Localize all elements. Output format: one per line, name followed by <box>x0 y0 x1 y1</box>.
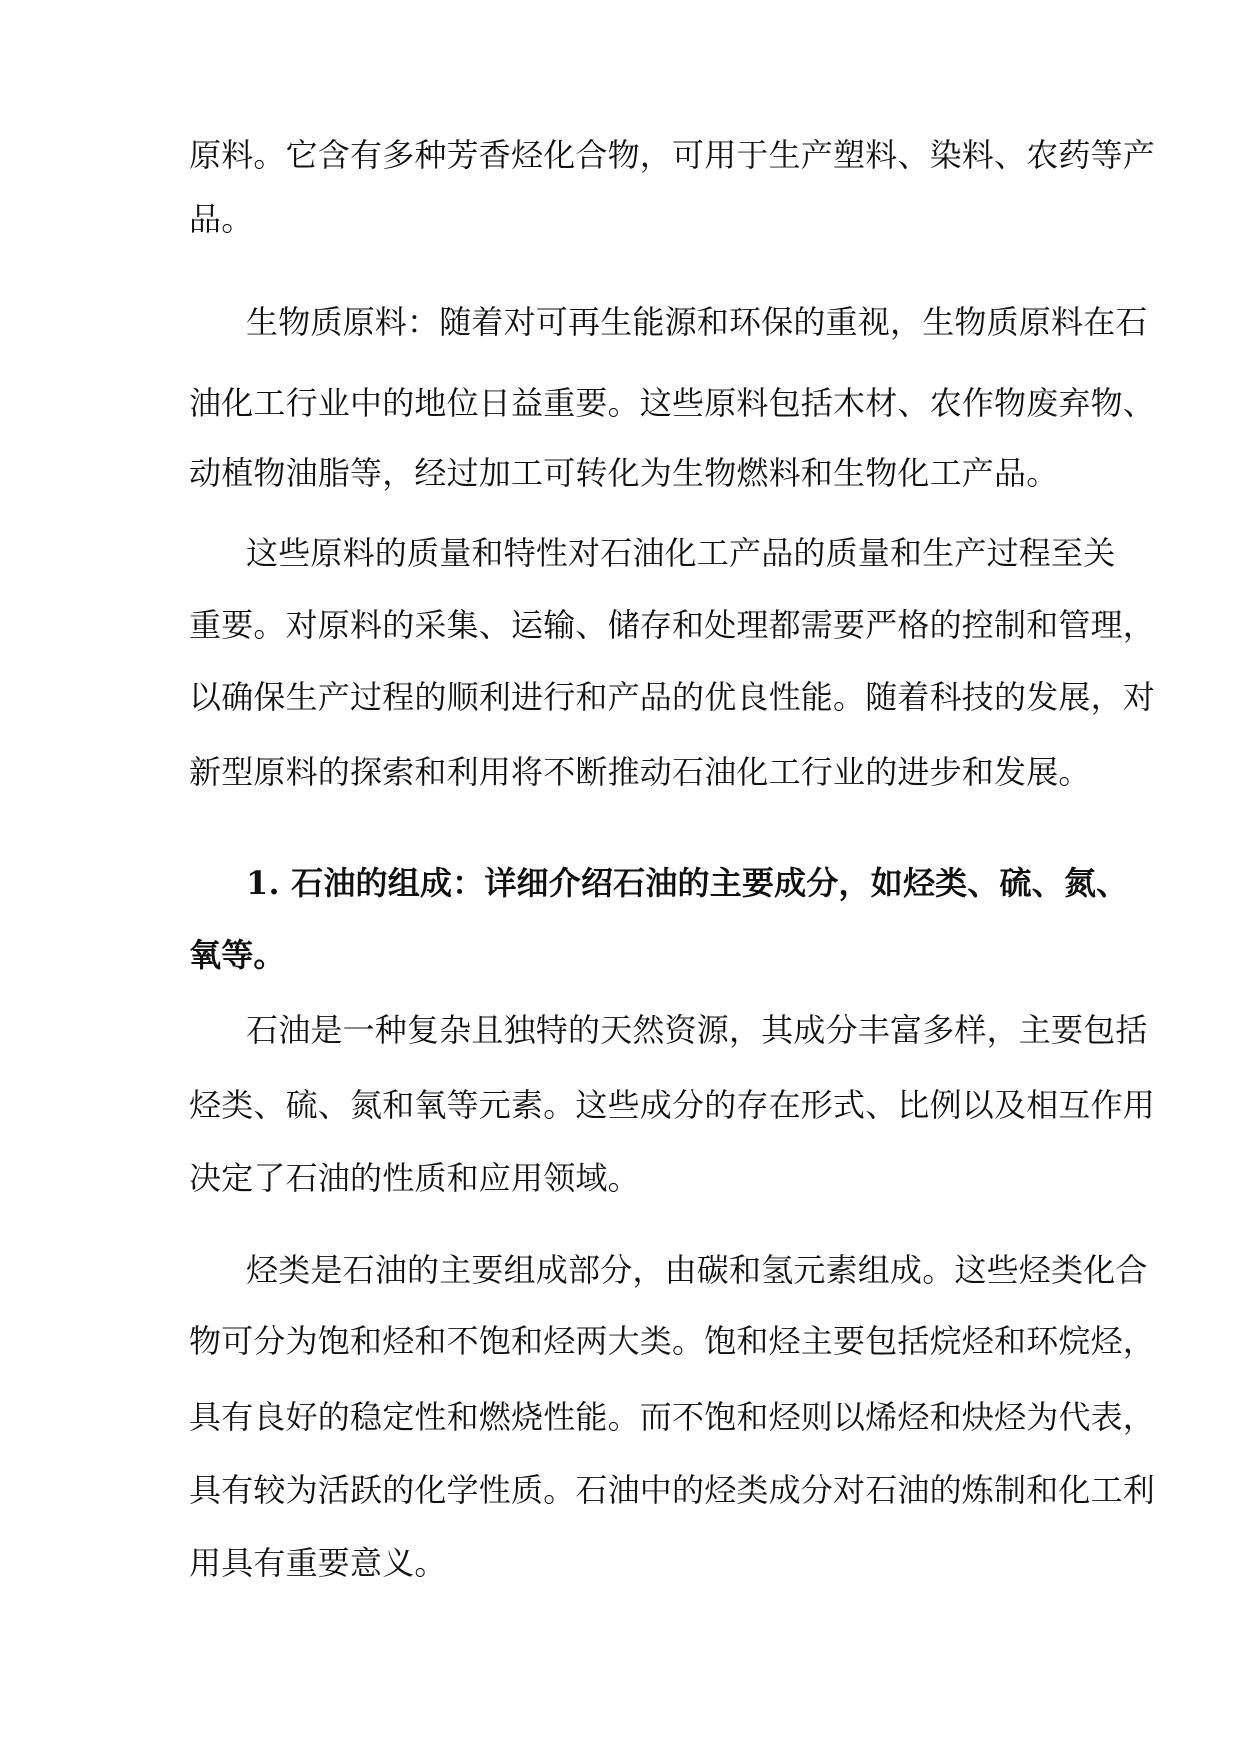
paragraph-line: 动植物油脂等，经过加工可转化为生物燃料和生物化工产品。 <box>189 454 1059 492</box>
section-heading: 氧等。 <box>189 936 286 974</box>
paragraph-line: 这些原料的质量和特性对石油化工产品的质量和生产过程至关 <box>246 534 1116 572</box>
paragraph-line: 原料。它含有多种芳香烃化合物，可用于生产塑料、染料、农药等产 <box>189 136 1156 174</box>
paragraph-line: 以确保生产过程的顺利进行和产品的优良性能。随着科技的发展，对 <box>189 678 1156 716</box>
paragraph-line: 品。 <box>189 200 254 238</box>
paragraph-line: 石油是一种复杂且独特的天然资源，其成分丰富多样，主要包括 <box>246 1011 1148 1049</box>
paragraph-line: 烃类、硫、氮和氧等元素。这些成分的存在形式、比例以及相互作用 <box>189 1086 1156 1124</box>
paragraph-line: 用具有重要意义。 <box>189 1544 447 1582</box>
paragraph-line: 重要。对原料的采集、运输、储存和处理都需要严格的控制和管理， <box>189 606 1156 644</box>
paragraph-line: 油化工行业中的地位日益重要。这些原料包括木材、农作物废弃物、 <box>189 384 1156 422</box>
section-heading: 1. 石油的组成：详细介绍石油的主要成分，如烃类、硫、氮、 <box>246 864 1129 902</box>
paragraph-line: 物可分为饱和烃和不饱和烃两大类。饱和烃主要包括烷烃和环烷烃， <box>189 1322 1156 1360</box>
paragraph-line: 烃类是石油的主要组成部分，由碳和氢元素组成。这些烃类化合 <box>246 1251 1148 1289</box>
paragraph-line: 生物质原料：随着对可再生能源和环保的重视，生物质原料在石 <box>246 303 1148 341</box>
paragraph-line: 具有良好的稳定性和燃烧性能。而不饱和烃则以烯烃和炔烃为代表， <box>189 1398 1156 1436</box>
paragraph-line: 具有较为活跃的化学性质。石油中的烃类成分对石油的炼制和化工利 <box>189 1471 1156 1509</box>
paragraph-line: 决定了石油的性质和应用领域。 <box>189 1159 640 1197</box>
paragraph-line: 新型原料的探索和利用将不断推动石油化工行业的进步和发展。 <box>189 753 1091 791</box>
